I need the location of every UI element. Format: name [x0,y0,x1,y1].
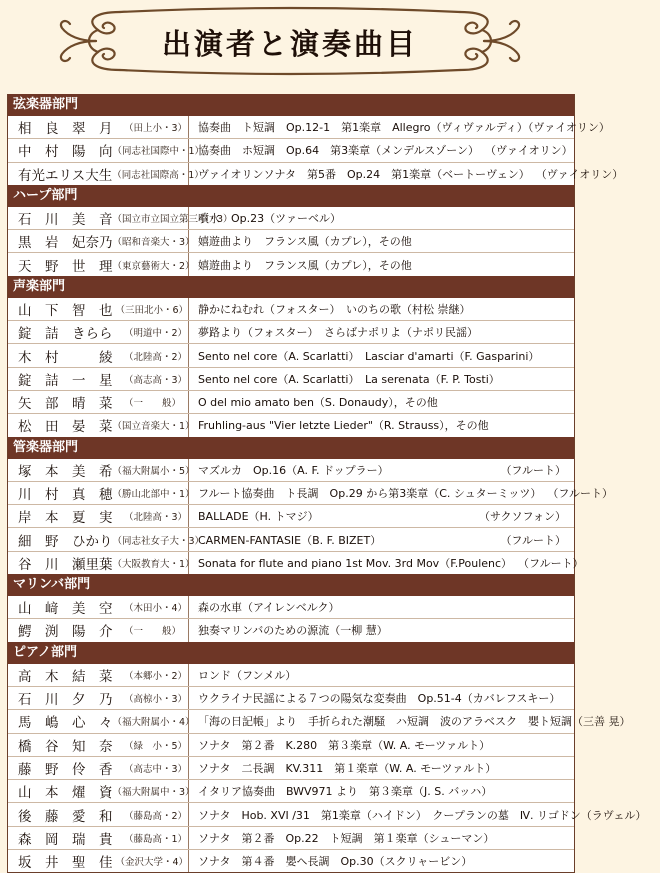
performer-affiliation: （大阪教育大・1） [112,558,195,570]
piece-cell [189,737,574,753]
performer-affiliation: （北陸高・2） [124,351,188,363]
piece-title: ウクライナ民謡による７つの陽気な変奏曲 Op.51-4（カバレフスキー） [198,692,561,706]
performer-row [8,138,574,161]
performer-cell [8,344,189,366]
piece-title: 「海の日記帳」より 手折られた潮騒 ハ短調 波のアラベスク 嬰ト短調（三善 晃） [198,715,631,729]
performer-name: 黒 岩 妃奈乃 [18,235,113,252]
performer-affiliation: （高志高・3） [124,374,188,386]
performer-row [8,756,574,779]
performer-name: 岸 本 夏 実 [18,510,113,527]
performer-name: 錠 詰 一 星 [18,372,113,389]
performer-cell [8,253,195,275]
performer-name: 藤 野 伶 香 [18,761,113,778]
performer-name: 石 川 美 音 [18,212,113,229]
instrument-label: （ヴァイオリン） [535,167,624,181]
performer-affiliation: （国立市立国立第三小・3） [112,214,233,226]
performer-row [8,116,610,138]
performer-name: 細 野 ひかり [18,533,113,550]
piece-title: ソナタ 第２番 K.280 第３楽章（W. A. モーツァルト） [198,738,491,752]
piece-title: 静かにねむれ（フォスター） いのちの歌（村松 崇継） [198,302,471,316]
piece-title: Sento nel core（A. Scarlatti） Lasciar d'amarti（F. Gasparini） [198,349,540,363]
performer-affiliation: （本郷小・2） [124,670,188,682]
instrument-label: （フルート） [500,463,566,477]
performer-row [8,596,574,618]
piece-cell [189,622,574,638]
performer-name: 相 良 翠 月 [18,121,113,138]
instrument-label: （フルート） [547,487,613,500]
performer-name: 鰐 渕 陽 介 [18,624,113,641]
performer-row [8,686,574,709]
performer-row [8,527,574,550]
performer-row [8,367,574,390]
performer-row [8,504,574,527]
performer-cell [8,803,189,825]
performer-affiliation: （金沢大学・4） [115,857,188,869]
performer-affiliation: （福大附属中・3） [112,787,195,799]
performer-name: 山 本 燿 資 [18,785,113,802]
performer-name: 坂 井 聖 佳 [18,855,113,872]
performer-row [8,459,574,481]
piece-title: 独奏マリンバのための源流（一柳 慧） [198,624,388,638]
instrument-label: （サクソフォン） [478,510,566,524]
performer-name: 塚 本 美 希 [18,463,113,480]
performer-cell [8,619,189,641]
performer-row [8,664,574,686]
performer-row [8,733,574,756]
performer-cell [8,850,189,872]
piece-title: 嬉遊曲より フランス風（カプレ），その他 [198,258,412,272]
piece-cell [189,166,631,182]
performer-name: 中 村 陽 向 [18,144,113,161]
piece-cell [189,348,574,364]
performer-row [8,207,574,229]
performer-affiliation: （北陸高・3） [124,512,188,524]
performer-affiliation: （高志中・3） [124,763,188,775]
section-header: ピアノ部門 [8,642,574,664]
performer-name: 山 﨑 美 空 [18,601,113,618]
piece-title: イタリア協奏曲 BWV971 より 第３楽章（J. S. バッハ） [198,785,493,799]
performer-affiliation: （藤島高・1） [124,833,188,845]
performer-cell [8,596,189,618]
piece-title: Sento nel core（A. Scarlatti） La serenata（F. P. Tosti） [198,372,500,386]
performer-cell [8,528,205,550]
performer-row [8,343,574,366]
piece-title: ソナタ 第２番 Op.22 ト短調 第１楽章（シューマン） [198,831,495,845]
piece-title: ソナタ Hob. XVI /31 第1楽章（ハイドン） クープランの墓 Ⅳ. リゴドン（ラヴェル） [198,808,647,822]
title-banner [0,0,580,82]
performer-cell [8,368,189,390]
piece-title: ソナタ 第４番 嬰ヘ長調 Op.30（スクリャービン） [198,855,473,869]
performer-name: 木 村 綾 [18,349,113,366]
section-header: マリンバ部門 [8,574,574,596]
performer-affiliation: （勝山北部中・1） [112,489,195,500]
performer-cell [8,139,205,161]
performer-affiliation: （昭和音楽大・3） [112,237,195,249]
performer-name: 森 岡 瑞 貴 [18,831,113,848]
performer-affiliation: （三田北小・6） [115,304,188,316]
performer-row [8,779,574,802]
piece-title: フルート協奏曲 ト長調 Op.29 から第3楽章（C. シュターミッツ） [198,487,542,500]
piece-cell [189,417,574,433]
piece-title: O del mio amato ben（S. Donaudy），その他 [198,396,438,410]
performer-affiliation: （田上小・3） [124,123,188,135]
performer-affiliation: （木田小・4） [124,603,188,615]
performer-cell [8,116,189,138]
performer-row [8,802,647,825]
piece-cell [189,760,574,776]
piece-cell [189,853,574,869]
performer-row [8,618,574,641]
performer-name: 錠 詰 きらら [18,326,113,343]
piece-cell [189,371,574,387]
piece-cell [189,233,574,249]
performer-cell [8,664,189,686]
performer-cell [8,757,189,779]
performer-cell [8,459,195,481]
performer-affiliation: （明道中・2） [124,328,188,340]
performer-row [8,849,574,872]
performer-row [8,481,613,504]
piece-title: 協奏曲 ト短調 Op.12-1 第1楽章 Allegro（ヴィヴァルディ）（ヴァイオリン） [198,121,610,135]
section-header: 弦楽器部門 [8,94,574,116]
performer-name: 山 下 智 也 [18,302,113,319]
performer-affiliation: （東京藝術大・2） [112,260,195,272]
piece-cell [189,599,574,615]
piece-cell [189,394,574,410]
instrument-label: （フルート） [518,556,584,570]
piece-title: 嬉遊曲より フランス風（カプレ），その他 [198,235,412,249]
section-header: 声楽部門 [8,276,574,298]
performer-cell [8,298,189,320]
piece-cell [189,532,574,548]
performer-cell [8,414,195,436]
performer-cell [8,207,233,229]
performer-row [8,413,574,436]
piece-cell [189,485,621,501]
piece-title: 噴水 Op.23（ツァーベル） [198,212,342,226]
piece-cell [189,462,574,478]
performer-affiliation: （一 般） [124,626,182,638]
performer-row [8,252,574,275]
performer-cell [8,163,204,185]
performer-cell [8,482,195,504]
page-title: 出演者と演奏曲目 [161,27,418,61]
piece-title: 夢路より（フォスター） さらばナポリよ（ナポリ民謡） [198,326,478,340]
performer-name: 橋 谷 知 奈 [18,738,113,755]
instrument-label: （ヴァイオリン） [485,144,573,158]
performer-affiliation: （福大附属小・5） [112,465,195,477]
performer-affiliation: （緑 小・5） [124,740,188,752]
section-header: ハープ部門 [8,185,574,207]
piece-cell [189,830,574,846]
performer-cell [8,780,195,802]
performer-name: 後 藤 愛 和 [18,808,113,825]
performer-cell [8,827,189,849]
performer-cell [8,734,189,756]
performer-row [8,826,574,849]
piece-title: BALLADE（H. トマジ） [198,510,319,524]
piece-title: ソナタ 二長調 KV.311 第１楽章（W. A. モーツァルト） [198,761,497,775]
piece-title: Sonata for flute and piano 1st Mov. 3rd Mov（F.Poulenc） [198,556,513,570]
performer-cell [8,391,189,413]
performer-affiliation: （一 般） [124,398,182,410]
piece-title: ロンド（フンメル） [198,668,297,682]
performer-row [8,390,574,413]
piece-cell [189,555,592,571]
piece-cell [189,690,574,706]
piece-cell [189,807,660,823]
performer-row [8,162,624,185]
piece-title: CARMEN-FANTASIE（B. F. BIZET） [198,533,382,547]
piece-cell [189,301,574,317]
performer-name: 松 田 晏 菜 [18,419,113,436]
performer-cell [8,505,189,527]
piece-cell [189,508,574,524]
piece-cell [189,667,574,683]
performer-row [8,551,584,574]
performer-name: 谷 川 瀬里葉 [18,556,113,573]
performer-name: 天 野 世 理 [18,258,113,275]
performer-row [8,709,631,732]
piece-title: 森の水車（アイレンベルク） [198,601,340,615]
piece-title: ヴァイオリンソナタ 第5番 Op.24 第1楽章（ベートーヴェン） [198,167,530,181]
performer-row [8,320,574,343]
piece-title: マズルカ Op.16（A. F. ドップラー） [198,463,389,477]
performer-name: 石 川 夕 乃 [18,692,113,709]
performer-affiliation: （高椋小・3） [124,694,188,706]
performer-affiliation: （同志社国際中・1） [112,146,205,158]
piece-cell [189,324,574,340]
performer-cell [8,687,189,709]
piece-title: 協奏曲 ホ短調 Op.64 第3楽章（メンデルスゾーン） [198,144,480,158]
performer-affiliation: （藤島高・2） [124,810,188,822]
performer-cell [8,321,189,343]
piece-cell [189,783,574,799]
performer-row [8,229,574,252]
piece-cell [189,142,581,158]
performer-name: 高 木 結 菜 [18,668,113,685]
piece-cell [189,210,574,226]
performer-affiliation: （福大附属小・4） [112,717,195,729]
piece-title: Fruhling-aus "Vier letzte Lieder"（R. Strauss），その他 [198,419,489,433]
piece-cell [189,713,645,729]
performer-affiliation: （国立音楽大・1） [112,421,195,433]
section-header: 管楽器部門 [8,437,574,459]
piece-cell [189,119,624,135]
performer-cell [8,552,195,574]
program-table [7,94,647,873]
piece-cell [189,257,574,273]
performer-name: 有光エリス大生 [18,167,113,184]
performer-name: 馬 嶋 心 々 [18,715,113,732]
performer-name: 矢 部 晴 菜 [18,396,113,413]
performer-cell [8,230,195,252]
performer-affiliation: （同志社国際高・1） [112,169,204,181]
performer-cell [8,710,195,732]
performer-affiliation: （同志社女子大・3） [112,535,205,547]
performer-name: 川 村 真 穂 [18,487,113,503]
instrument-label: （フルート） [500,533,566,547]
performer-row [8,298,574,320]
